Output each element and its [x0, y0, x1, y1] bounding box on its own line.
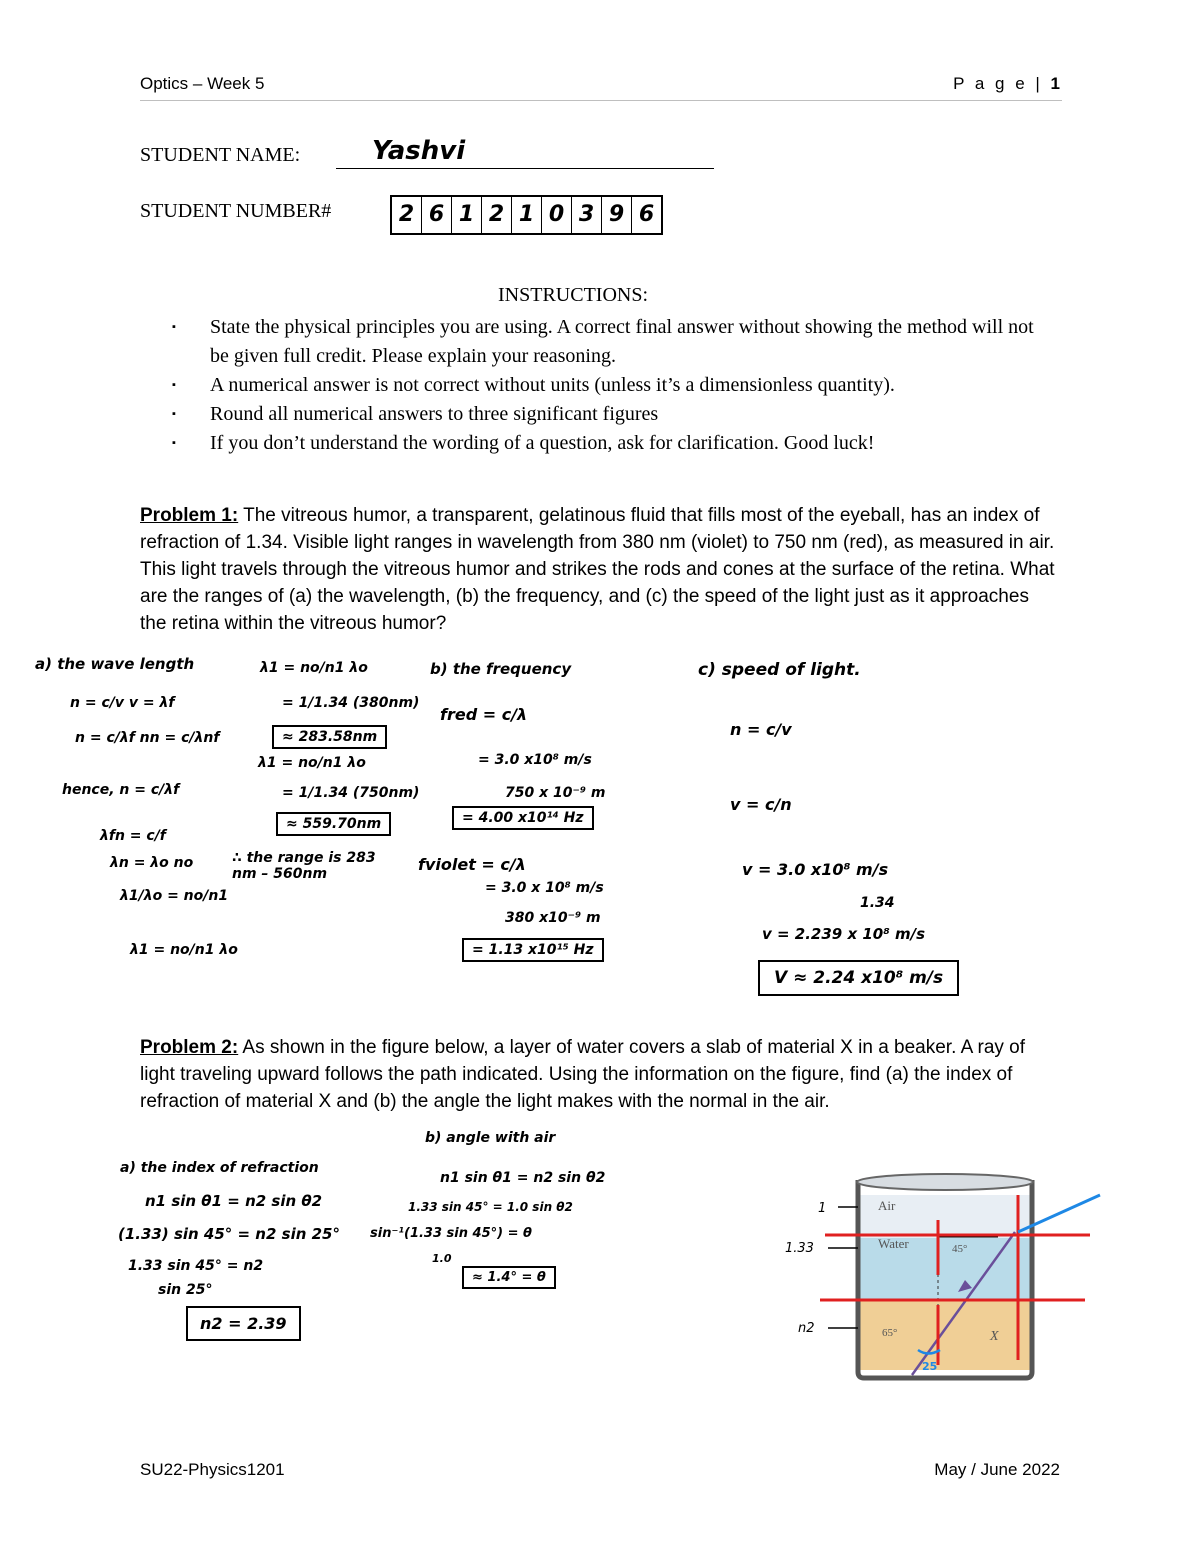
p1b-line: fviolet = c/λ — [418, 855, 526, 874]
p1b-title: b) the frequency — [430, 660, 572, 678]
page-number-value: 1 — [1050, 74, 1060, 93]
air-label: Air — [878, 1198, 896, 1213]
p1c-line: v = 2.239 x 10⁸ m/s — [762, 925, 926, 943]
student-number-boxes — [390, 195, 663, 235]
x-label: X — [990, 1329, 999, 1344]
p1b-line: = 3.0 x 10⁸ m/s — [485, 880, 604, 896]
page-number — [953, 74, 1060, 94]
p2a-line: n1 sin θ1 = n2 sin θ2 — [145, 1192, 323, 1210]
p1a2-line: = 1/1.34 (380nm) — [282, 695, 420, 711]
p2a-result: n2 = 2.39 — [186, 1306, 301, 1341]
beaker-figure — [780, 1160, 1110, 1405]
angle-65-label: 65° — [882, 1327, 898, 1339]
p2b-line: 1.33 sin 45° = 1.0 sin θ2 — [408, 1200, 573, 1214]
p1a-result-2: ≈ 559.70nm — [276, 812, 391, 836]
p2a-title: a) the index of refraction — [120, 1160, 319, 1176]
p2b-line: 1.0 — [432, 1252, 452, 1265]
p1a2-line: λ1 = no/n1 λo — [260, 660, 368, 676]
p2b-result: ≈ 1.4° = θ — [462, 1266, 556, 1289]
p1b-line: fred = c/λ — [440, 705, 528, 724]
instructions-title: INSTRUCTIONS: — [498, 284, 649, 306]
student-digit: 1 — [512, 197, 542, 233]
student-digit: 6 — [638, 202, 655, 227]
p2a-line: (1.33) sin 45° = n2 sin 25° — [118, 1225, 340, 1243]
problem-2-text: As shown in the figure below, a layer of water covers a slab of material X in a beaker. A ray of light traveling upward follows the path indicated. Using the information on the figure, find (a) the index of refraction of material X and (b) the angle the light makes with the normal in the air. — [140, 1037, 1026, 1112]
header-divider — [140, 100, 1062, 101]
p1c-line: n = c/v — [730, 720, 792, 739]
student-digit: 3 — [572, 197, 602, 233]
p1b-line: = 3.0 x10⁸ m/s — [478, 752, 592, 768]
student-number-label: STUDENT NUMBER# — [140, 200, 332, 222]
angle-45-label: 45° — [952, 1243, 968, 1255]
footer-course: SU22-Physics1201 — [140, 1460, 285, 1479]
p1c-line: v = 3.0 x10⁸ m/s — [742, 860, 889, 879]
instruction-item: ▪ A numerical answer is not correct without units (unless it’s a dimensionless quantity). — [172, 371, 1052, 400]
p2a-line: 1.33 sin 45° = n2 — [128, 1258, 264, 1274]
student-name-value: Yashvi — [372, 136, 466, 166]
p1b-result-2: = 1.13 x10¹⁵ Hz — [462, 938, 604, 962]
course-header: Optics – Week 5 — [140, 74, 265, 93]
beaker-rim — [857, 1174, 1033, 1190]
p1c-result: V ≈ 2.24 x10⁸ m/s — [758, 960, 959, 996]
student-name-label: STUDENT NAME: — [140, 144, 301, 166]
p1a2-line: = 1/1.34 (750nm) — [282, 785, 420, 801]
p1a-line: n = c/λf nn = c/λnf — [75, 730, 220, 746]
p2b-line: n1 sin θ1 = n2 sin θ2 — [440, 1170, 606, 1186]
p1b-line: 750 x 10⁻⁹ m — [505, 785, 606, 801]
p2a-line: sin 25° — [158, 1282, 213, 1298]
page-label: P a g e | — [953, 74, 1043, 93]
p1a-range: ∴ the range is 283 nm – 560nm — [232, 850, 376, 882]
student-digit: 1 — [452, 197, 482, 233]
problem-1 — [140, 502, 1060, 637]
footer-date: May / June 2022 — [934, 1460, 1060, 1479]
problem-2-title: Problem 2: — [140, 1037, 239, 1058]
student-digit: 9 — [602, 197, 632, 233]
p2b-line: sin⁻¹(1.33 sin 45°) = θ — [370, 1226, 532, 1241]
water-label: Water — [878, 1236, 909, 1251]
p2b-title: b) angle with air — [425, 1130, 556, 1146]
student-digit: 2 — [392, 197, 422, 233]
n-x-label: n2 — [798, 1321, 815, 1336]
p1a2-line: λ1 = no/n1 λo — [258, 755, 366, 771]
p1c-title: c) speed of light. — [698, 660, 861, 680]
p1a-line: λn = λo no — [110, 855, 194, 871]
p1a-line: n = c/v v = λf — [70, 695, 175, 711]
student-digit: 6 — [422, 197, 452, 233]
p1b-result-1: = 4.00 x10¹⁴ Hz — [452, 806, 594, 830]
problem-1-text: The vitreous humor, a transparent, gelatinous fluid that fills most of the eyeball, has an index of refraction of 1.34. Visible light ranges in wavelength from 380 nm (violet) to 750 nm (red), as measured in air. This light travels through the vitreous humor and strikes the rods and cones at the surface of the retina. What are the ranges of (a) the wavelength, (b) the frequency, and (c) the speed of the light just as it approaches the retina within the vitreous humor? — [140, 505, 1055, 634]
p1a-line: hence, n = c/λf — [62, 782, 180, 798]
problem-1-title: Problem 1: — [140, 505, 239, 526]
blue-angle-label: 25 — [922, 1360, 938, 1373]
instruction-item: ▪ If you don’t understand the wording of a question, ask for clarification. Good luck! — [172, 429, 1052, 458]
p1a-line: λfn = c/f — [100, 828, 166, 844]
p1a-line: λ1 = no/n1 λo — [130, 942, 238, 958]
n-water-label: 1.33 — [785, 1241, 814, 1256]
p1c-line: 1.34 — [860, 895, 895, 911]
problem-2 — [140, 1034, 1060, 1115]
n-air-label: 1 — [818, 1201, 827, 1216]
p1b-line: 380 x10⁻⁹ m — [505, 910, 601, 926]
instructions-list — [172, 313, 1052, 458]
student-digit: 0 — [542, 197, 572, 233]
p1a-title: a) the wave length — [35, 655, 195, 673]
instruction-item: ▪ Round all numerical answers to three significant figures — [172, 400, 1052, 429]
p1c-line: v = c/n — [730, 795, 792, 814]
student-digit: 2 — [482, 197, 512, 233]
student-name-line — [336, 168, 714, 169]
p1a-line: λ1/λo = no/n1 — [120, 888, 229, 904]
p1a-result-1: ≈ 283.58nm — [272, 725, 387, 749]
instruction-item: ▪ State the physical principles you are using. A correct final answer without showing the method will not be given full credit. Please explain your reasoning. — [172, 313, 1052, 371]
